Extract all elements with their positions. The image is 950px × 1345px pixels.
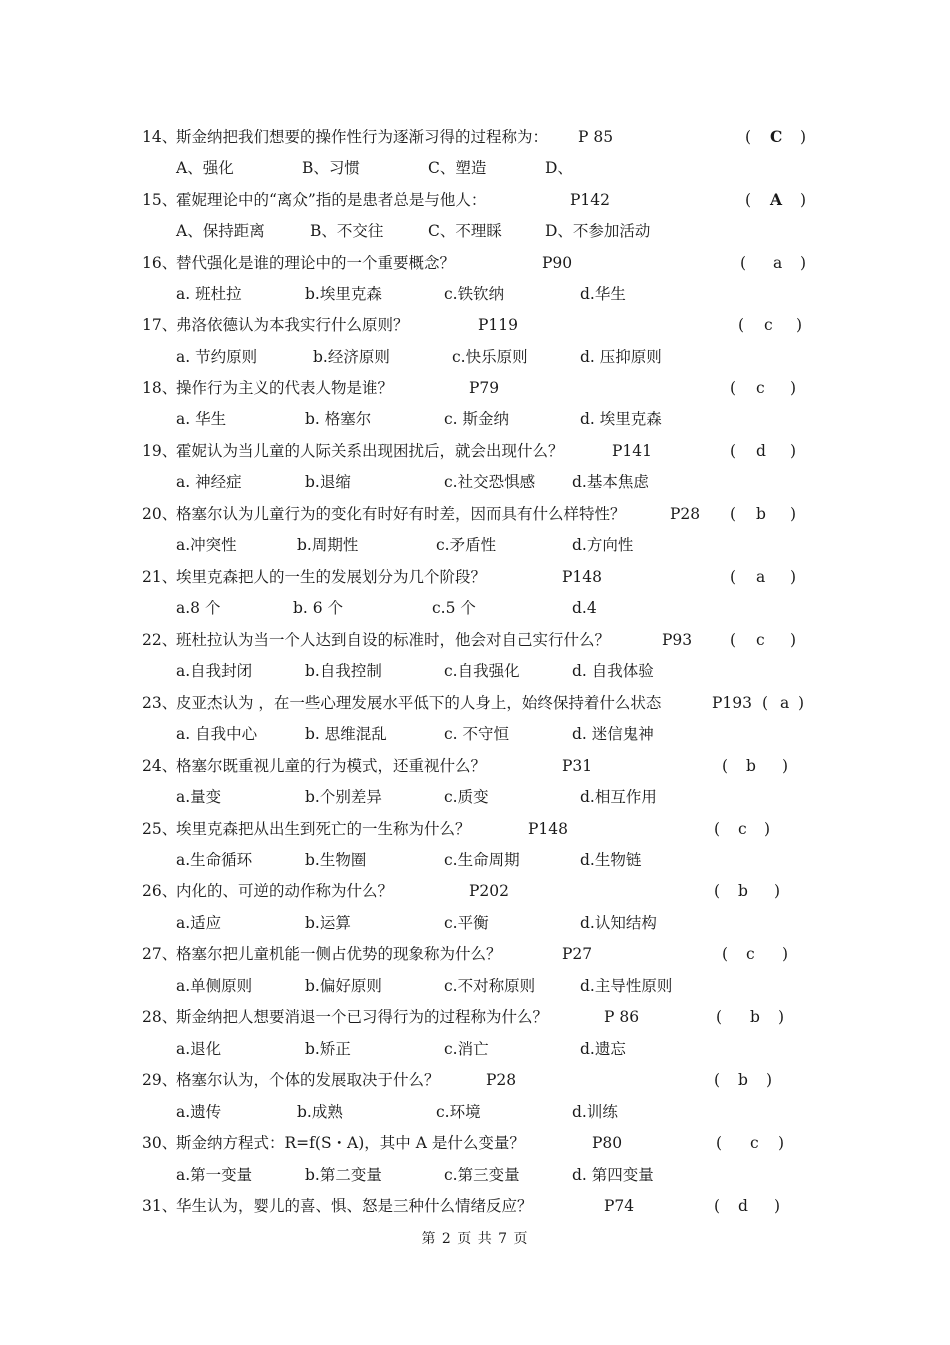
option: a.生命循环 xyxy=(176,851,253,869)
option: a.8 个 xyxy=(176,599,221,617)
answer-paren-open: ( xyxy=(722,945,729,963)
options-29 xyxy=(0,1100,950,1124)
question-number: 23、 xyxy=(142,694,178,712)
question-number: 27、 xyxy=(142,945,178,963)
answer: b xyxy=(738,1071,748,1089)
option: C、不理睬 xyxy=(428,222,502,240)
question-15 xyxy=(0,188,950,212)
question-text: 皮亚杰认为 ，在一些心理发展水平低下的人身上，始终保持着什么状态 xyxy=(176,694,662,712)
answer-paren-open: ( xyxy=(722,757,729,775)
options-25 xyxy=(0,848,950,872)
page-reference: P90 xyxy=(542,254,573,272)
question-text: 霍妮理论中的“离众”指的是患者总是与他人： xyxy=(176,191,487,209)
question-text: 格塞尔把儿童机能一侧占优势的现象称为什么？ xyxy=(176,945,502,963)
answer-paren-close: ) xyxy=(790,505,797,523)
answer-paren-open: ( xyxy=(745,191,752,209)
option: c. 不守恒 xyxy=(444,725,510,743)
page-reference: P74 xyxy=(604,1197,635,1215)
option: a. 华生 xyxy=(176,410,227,428)
answer-paren-open: ( xyxy=(762,694,769,712)
option: c.快乐原则 xyxy=(452,348,528,366)
option: c.5 个 xyxy=(432,599,476,617)
option: d.生物链 xyxy=(580,851,642,869)
question-18 xyxy=(0,376,950,400)
answer-paren-close: ) xyxy=(800,128,807,146)
question-number: 16、 xyxy=(142,254,178,272)
option: b. 6 个 xyxy=(293,599,344,617)
answer-paren-close: ) xyxy=(800,191,807,209)
page-reference: P79 xyxy=(469,379,500,397)
question-28 xyxy=(0,1005,950,1029)
options-28 xyxy=(0,1037,950,1061)
option: a.自我封闭 xyxy=(176,662,253,680)
answer-paren-open: ( xyxy=(714,820,721,838)
option: b.成熟 xyxy=(297,1103,343,1121)
options-18 xyxy=(0,407,950,431)
answer: a xyxy=(756,568,766,586)
question-24 xyxy=(0,754,950,778)
option: c.矛盾性 xyxy=(436,536,497,554)
question-text: 班杜拉认为当一个人达到自设的标准时，他会对自己实行什么？ xyxy=(176,631,611,649)
question-number: 17、 xyxy=(142,316,178,334)
answer-paren-close: ) xyxy=(790,442,797,460)
options-19 xyxy=(0,470,950,494)
answer-paren-open: ( xyxy=(730,379,737,397)
answer: C xyxy=(770,127,783,146)
answer-paren-open: ( xyxy=(745,128,752,146)
answer-paren-open: ( xyxy=(714,1071,721,1089)
question-number: 18、 xyxy=(142,379,178,397)
option: A、强化 xyxy=(176,159,234,177)
page-footer: 第 2 页 共 7 页 xyxy=(421,1231,529,1247)
answer-paren-open: ( xyxy=(714,882,721,900)
answer-paren-open: ( xyxy=(714,1197,721,1215)
answer-paren-close: ) xyxy=(766,1071,773,1089)
question-text: 格塞尔认为，个体的发展取决于什么？ xyxy=(176,1071,440,1089)
question-number: 21、 xyxy=(142,568,178,586)
question-number: 26、 xyxy=(142,882,178,900)
page-reference: P148 xyxy=(528,820,569,838)
question-text: 霍妮认为当儿童的人际关系出现困扰后，就会出现什么？ xyxy=(176,442,564,460)
option: b.退缩 xyxy=(305,473,351,491)
question-number: 22、 xyxy=(142,631,178,649)
option: b.偏好原则 xyxy=(305,977,382,995)
option: a.单侧原则 xyxy=(176,977,253,995)
answer-paren-close: ) xyxy=(790,568,797,586)
question-29 xyxy=(0,1068,950,1092)
option: b. 思维混乱 xyxy=(305,725,387,743)
option: c.自我强化 xyxy=(444,662,520,680)
option: a.适应 xyxy=(176,914,222,932)
question-19 xyxy=(0,439,950,463)
page-reference: P28 xyxy=(486,1071,517,1089)
options-21 xyxy=(0,596,950,620)
options-23 xyxy=(0,722,950,746)
question-text: 斯金纳把我们想要的操作性行为逐渐习得的过程称为： xyxy=(176,128,549,146)
question-30 xyxy=(0,1131,950,1155)
option: d.4 xyxy=(572,599,597,617)
question-number: 19、 xyxy=(142,442,178,460)
page-reference: P 86 xyxy=(604,1008,640,1026)
question-17 xyxy=(0,313,950,337)
answer-paren-open: ( xyxy=(740,254,747,272)
question-number: 25、 xyxy=(142,820,178,838)
question-text: 华生认为，婴儿的喜、惧、怒是三种什么情绪反应？ xyxy=(176,1197,533,1215)
question-number: 14、 xyxy=(142,128,178,146)
options-22 xyxy=(0,659,950,683)
answer: b xyxy=(746,757,756,775)
option: c.第三变量 xyxy=(444,1166,520,1184)
question-21 xyxy=(0,565,950,589)
answer-paren-close: ) xyxy=(782,757,789,775)
option: d.方向性 xyxy=(572,536,634,554)
answer: c xyxy=(756,631,765,649)
option: c.环境 xyxy=(436,1103,481,1121)
option: b.个别差异 xyxy=(305,788,382,806)
answer-paren-close: ) xyxy=(764,820,771,838)
question-text: 弗洛依德认为本我实行什么原则？ xyxy=(176,316,409,334)
answer-paren-close: ) xyxy=(790,631,797,649)
option: d. 埃里克森 xyxy=(580,410,662,428)
page-reference: P202 xyxy=(469,882,510,900)
question-27 xyxy=(0,942,950,966)
option: b.经济原则 xyxy=(313,348,390,366)
options-27 xyxy=(0,974,950,998)
option: c.质变 xyxy=(444,788,489,806)
answer-paren-open: ( xyxy=(716,1008,723,1026)
answer-paren-close: ) xyxy=(790,379,797,397)
option: b.周期性 xyxy=(297,536,359,554)
question-14 xyxy=(0,125,950,149)
option: d. 迷信鬼神 xyxy=(572,725,654,743)
answer-paren-open: ( xyxy=(730,505,737,523)
answer-paren-open: ( xyxy=(738,316,745,334)
question-text: 斯金纳把人想要消退一个已习得行为的过程称为什么？ xyxy=(176,1008,549,1026)
options-15 xyxy=(0,219,950,243)
question-number: 24、 xyxy=(142,757,178,775)
answer-paren-close: ) xyxy=(778,1008,785,1026)
option: d.华生 xyxy=(580,285,626,303)
question-text: 埃里克森把从出生到死亡的一生称为什么？ xyxy=(176,820,471,838)
option: c.平衡 xyxy=(444,914,489,932)
option: c. 斯金纳 xyxy=(444,410,510,428)
answer: b xyxy=(750,1008,760,1026)
page-reference: P27 xyxy=(562,945,593,963)
question-number: 20、 xyxy=(142,505,178,523)
answer-paren-open: ( xyxy=(716,1134,723,1152)
page-reference: P193 xyxy=(712,694,753,712)
answer: c xyxy=(746,945,755,963)
options-30 xyxy=(0,1163,950,1187)
option: c.消亡 xyxy=(444,1040,489,1058)
answer: b xyxy=(738,882,748,900)
option: a.第一变量 xyxy=(176,1166,253,1184)
page-reference: P148 xyxy=(562,568,603,586)
option: d.主导性原则 xyxy=(580,977,673,995)
answer: c xyxy=(738,820,747,838)
question-20 xyxy=(0,502,950,526)
question-22 xyxy=(0,628,950,652)
option: A、保持距离 xyxy=(176,222,265,240)
question-text: 格塞尔既重视儿童的行为模式，还重视什么？ xyxy=(176,757,487,775)
option: a.退化 xyxy=(176,1040,222,1058)
answer-paren-open: ( xyxy=(730,568,737,586)
answer: a xyxy=(773,254,783,272)
answer-paren-close: ) xyxy=(800,254,807,272)
answer-paren-close: ) xyxy=(778,1134,785,1152)
option: C、塑造 xyxy=(428,159,487,177)
question-number: 31、 xyxy=(142,1197,178,1215)
question-number: 15、 xyxy=(142,191,178,209)
question-16 xyxy=(0,251,950,275)
page-reference: P 85 xyxy=(578,128,614,146)
options-16 xyxy=(0,282,950,306)
question-23 xyxy=(0,691,950,715)
answer-paren-close: ) xyxy=(774,1197,781,1215)
option: d. 自我体验 xyxy=(572,662,654,680)
option: b.埃里克森 xyxy=(305,285,382,303)
option: D、不参加活动 xyxy=(545,222,651,240)
question-number: 30、 xyxy=(142,1134,178,1152)
option: a.冲突性 xyxy=(176,536,237,554)
question-31 xyxy=(0,1194,950,1218)
option: c.铁钦纳 xyxy=(444,285,505,303)
question-26 xyxy=(0,879,950,903)
option: a. 班杜拉 xyxy=(176,285,242,303)
option: c.不对称原则 xyxy=(444,977,536,995)
answer-paren-close: ) xyxy=(798,694,805,712)
page-reference: P31 xyxy=(562,757,593,775)
options-24 xyxy=(0,785,950,809)
page-reference: P141 xyxy=(612,442,653,460)
option: a. 节约原则 xyxy=(176,348,258,366)
question-text: 内化的、可逆的动作称为什么？ xyxy=(176,882,394,900)
option: a. 自我中心 xyxy=(176,725,258,743)
answer-paren-open: ( xyxy=(730,631,737,649)
option: d. 压抑原则 xyxy=(580,348,662,366)
options-26 xyxy=(0,911,950,935)
option: d.基本焦虑 xyxy=(572,473,649,491)
question-number: 28、 xyxy=(142,1008,178,1026)
option: a.量变 xyxy=(176,788,222,806)
option: c.生命周期 xyxy=(444,851,520,869)
question-number: 29、 xyxy=(142,1071,178,1089)
option: b.第二变量 xyxy=(305,1166,382,1184)
option: d.遗忘 xyxy=(580,1040,626,1058)
page-reference: P119 xyxy=(478,316,519,334)
page-reference: P142 xyxy=(570,191,611,209)
answer-paren-close: ) xyxy=(774,882,781,900)
option: d. 第四变量 xyxy=(572,1166,654,1184)
page-reference: P93 xyxy=(662,631,693,649)
answer: a xyxy=(780,694,790,712)
options-17 xyxy=(0,345,950,369)
option: b.生物圈 xyxy=(305,851,367,869)
page-reference: P28 xyxy=(670,505,701,523)
option: b.运算 xyxy=(305,914,351,932)
answer: d xyxy=(756,442,766,460)
answer: c xyxy=(756,379,765,397)
answer: d xyxy=(738,1197,748,1215)
option: B、不交往 xyxy=(310,222,384,240)
option: a. 神经症 xyxy=(176,473,242,491)
answer-paren-open: ( xyxy=(730,442,737,460)
options-20 xyxy=(0,533,950,557)
question-text: 格塞尔认为儿童行为的变化有时好有时差，因而具有什么样特性？ xyxy=(176,505,626,523)
question-text: 操作行为主义的代表人物是谁？ xyxy=(176,379,394,397)
option: D、 xyxy=(545,159,573,177)
option: b.矫正 xyxy=(305,1040,351,1058)
option: b.自我控制 xyxy=(305,662,382,680)
option: c.社交恐惧感 xyxy=(444,473,536,491)
answer-paren-close: ) xyxy=(796,316,803,334)
question-text: 替代强化是谁的理论中的一个重要概念？ xyxy=(176,254,456,272)
answer-paren-close: ) xyxy=(782,945,789,963)
question-text: 斯金纳方程式：R=f(S・A)，其中 A 是什么变量？ xyxy=(176,1134,525,1152)
option: B、习惯 xyxy=(302,159,360,177)
answer: c xyxy=(764,316,773,334)
answer: A xyxy=(770,190,783,209)
options-14 xyxy=(0,156,950,180)
answer: c xyxy=(750,1134,759,1152)
question-25 xyxy=(0,817,950,841)
page-reference: P80 xyxy=(592,1134,623,1152)
option: b. 格塞尔 xyxy=(305,410,372,428)
answer: b xyxy=(756,505,766,523)
option: d.训练 xyxy=(572,1103,618,1121)
option: d.认知结构 xyxy=(580,914,657,932)
option: a.遗传 xyxy=(176,1103,222,1121)
question-text: 埃里克森把人的一生的发展划分为几个阶段？ xyxy=(176,568,487,586)
option: d.相互作用 xyxy=(580,788,657,806)
